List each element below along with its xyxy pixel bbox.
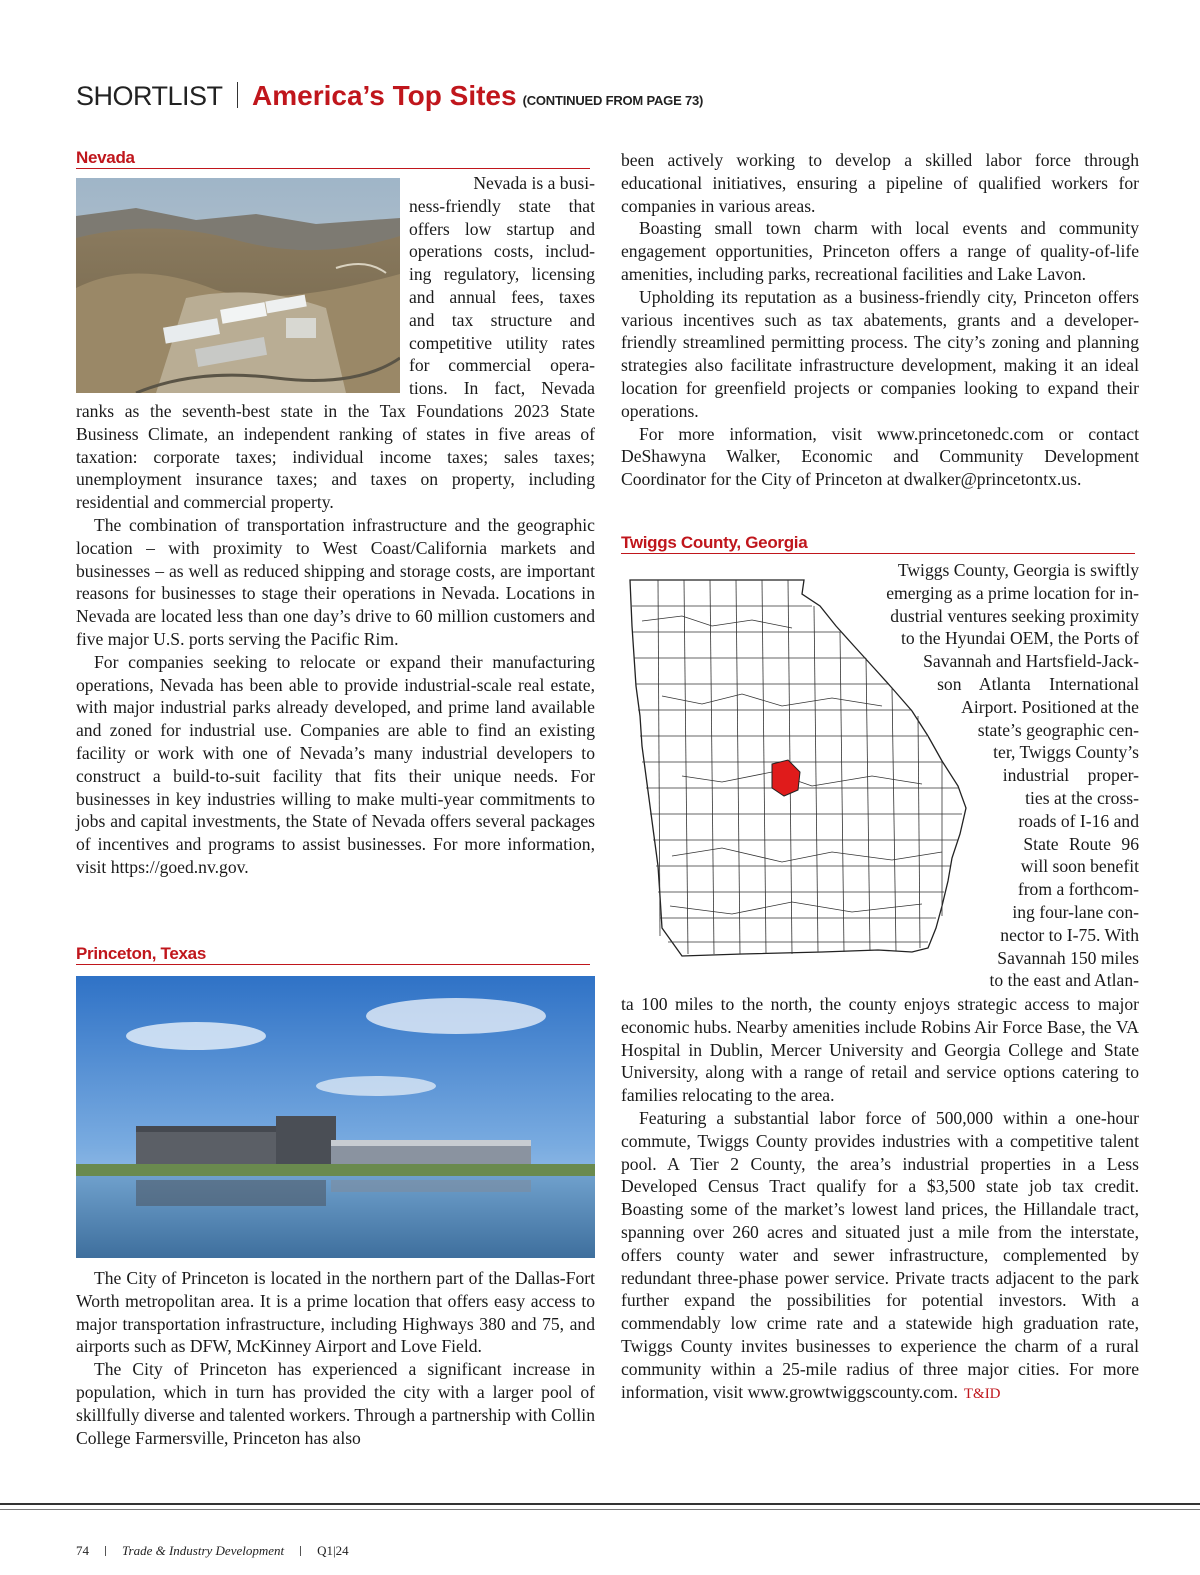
paragraph [621, 1107, 1139, 1405]
text-line: operations costs, includ- [409, 241, 595, 262]
text-line: ties at the cross- [1025, 787, 1139, 808]
nevada-heading: Nevada [76, 148, 590, 169]
text-line: nector to I-75. With [1000, 924, 1139, 945]
page-footer [76, 1543, 349, 1559]
paragraph: The combination of transportation infrastructure and the geographic location – with proximity to West Coast/California markets and businesses – as well as reduced shipping and storage costs, are important reasons for businesses to stage their operations in Nevada. Locations in Nevada are located less than one day’s drive to 60 million customers and five major U.S. ports serving the Pacific Rim. [76, 514, 595, 649]
continued-note: (CONTINUED FROM PAGE 73) [522, 93, 704, 108]
paragraph: For companies seeking to relocate or expand their manufacturing operations, Nevada has been able to provide industrial-scale real estate, with major industrial parks already developed, and prime land available and zoned for industrial use. Companies are able to find an existing facility or work with one of Nevada’s many industrial developers to construct a build-to-suit facility that fits their unique needs. For businesses in key industries willing to make multi-year commitments to jobs and capital investments, the State of Nevada offers several packages of incentives and programs to assist businesses. For more information, visit https://goed.nv.gov. [76, 651, 595, 877]
building-lake-photo-icon [76, 976, 595, 1258]
industrial-site-photo-icon [76, 178, 400, 393]
paragraph: The City of Princeton is located in the northern part of the Dallas-Fort Worth metropolitan area. It is a prime location that offers easy access to major transportation infrastructure, including Highways 380 and 75, and airports such as DFW, McKinney Airport and Love Field. [76, 1268, 595, 1357]
issue-label: Q1|24 [317, 1543, 349, 1558]
text-line: ter, Twiggs County’s [993, 742, 1139, 763]
twiggs-heading: Twiggs County, Georgia [621, 533, 1135, 554]
text-line: from a forthcom- [1017, 879, 1139, 900]
text-line: tions. In fact, Nevada [409, 378, 595, 399]
paragraph: The City of Princeton has experienced a significant increase in population, which in turn has provided the city with a larger pool of skillfully diverse and talented workers. Through a partnership with Collin College Farmersville, Princeton has also [76, 1359, 595, 1448]
text-line: ness-friendly state that [409, 195, 595, 216]
text-line: competitive utility rates [409, 332, 595, 353]
text-line: ing four-lane con- [1012, 901, 1139, 922]
twiggs-body [621, 993, 1139, 1405]
nevada-body [76, 400, 595, 879]
text-line: and annual fees, taxes [409, 286, 595, 307]
text-line: Savannah 150 miles [997, 947, 1139, 968]
page-title: America’s Top Sites [252, 80, 517, 111]
text-line: will soon benefit [1020, 856, 1139, 877]
text-line: for commercial opera- [409, 355, 595, 376]
text-line: State Route 96 [1023, 833, 1139, 854]
page-number: 74 [76, 1543, 89, 1558]
nevada-photo [76, 178, 400, 393]
text-line: Savannah and Hartsfield-Jack- [923, 651, 1139, 672]
footer-rule [0, 1503, 1200, 1505]
text-line: Nevada is a busi- [473, 173, 595, 193]
twiggs-wrap-text [830, 559, 1139, 992]
nevada-wrap-text [409, 172, 595, 400]
paragraph: ta 100 miles to the north, the county enjoys strategic access to major economic hubs. Nearby amenities include Robins Air Force Base, the VA Hospital in Dublin, Mercer University and Georgia College and State University, along with a range of retail and service options catering to families relocating to the area. [621, 994, 1139, 1106]
footer-divider [105, 1546, 106, 1556]
paragraph: For more information, visit www.princetonedc.com or contact DeShawyna Walker, Economic and Community Development Coordinator for the City of Princeton at dwalker@princetontx.us. [621, 423, 1139, 490]
text-line: dustrial ventures seeking proximity [890, 605, 1139, 626]
text-line: to the Hyundai OEM, the Ports of [901, 628, 1139, 649]
section-label: SHORTLIST [76, 81, 223, 111]
princeton-heading: Princeton, Texas [76, 944, 590, 965]
paragraph: been actively working to develop a skilled labor force through educational initiatives, ensuring a pipeline of qualified workers for companies in various areas. [621, 150, 1139, 216]
paragraph: Boasting small town charm with local events and community engagement opportunities, Princeton offers a range of quality-of-life amenities, including parks, recreational facilities and Lake Lavon. [621, 218, 1139, 284]
publication-name: Trade & Industry Development [122, 1543, 285, 1558]
header-divider [237, 82, 239, 108]
footer-divider [300, 1546, 301, 1556]
footer-rule-thin [0, 1509, 1200, 1510]
text-line: emerging as a prime location for in- [886, 582, 1139, 603]
text-line: industrial proper- [1002, 765, 1139, 786]
text-line: Airport. Positioned at the [961, 696, 1139, 717]
text-line: ing regulatory, licensing [409, 264, 595, 285]
princeton-photo [76, 976, 595, 1258]
text-line: offers low startup and [409, 218, 595, 239]
princeton-body-continued [621, 149, 1139, 491]
paragraph: ranks as the seventh-best state in the Tax Foundations 2023 State Business Climate, an independent ranking of states in five areas of taxation: corporate taxes; individual income taxes; sales taxes; unemployment insurance taxes; and taxes on property, including residential and commercial property. [76, 401, 595, 513]
paragraph-text: Featuring a substantial labor force of 500,000 within a one-hour commute, Twiggs County provides industries with a competitive talent pool. A Tier 2 County, the area’s industrial properties in a Less Developed Census Tract qualify for a $3,500 state job tax credit. Boasting some of the market’s lowest land prices, the Hillandale tract, spanning over 260 acres and situated just a mile from the interstate, offers county water and sewer infrastructure, complemented by redundant three-phase power service. Private tracts adjacent to the park further expand the possibilities for potential investors. With a commendably low crime rate and a statewide high graduation rate, Twiggs County invites businesses to experience the charm of a rural community within a 25-mile radius of three major cities. For more information, visit www.growtwiggscounty.com. [621, 1107, 1139, 1402]
text-line: son Atlanta International [937, 673, 1139, 694]
page-header [76, 80, 703, 116]
text-line: state’s geographic cen- [977, 719, 1139, 740]
text-line: roads of I-16 and [1018, 810, 1139, 831]
paragraph: Upholding its reputation as a business-friendly city, Princeton offers various incentives such as tax abatements, grants and a developer-friendly streamlined permitting process. The city’s zoning and planning strategies also facilitate infrastructure development, making it an ideal location for greenfield projects or companies looking to expand their operations. [621, 286, 1139, 421]
text-line: to the east and Atlan- [989, 970, 1139, 991]
princeton-body [76, 1267, 595, 1449]
text-line: and tax structure and [409, 309, 595, 330]
end-mark: T&ID [963, 1385, 1001, 1402]
text-line: Twiggs County, Georgia is swiftly [897, 560, 1139, 580]
